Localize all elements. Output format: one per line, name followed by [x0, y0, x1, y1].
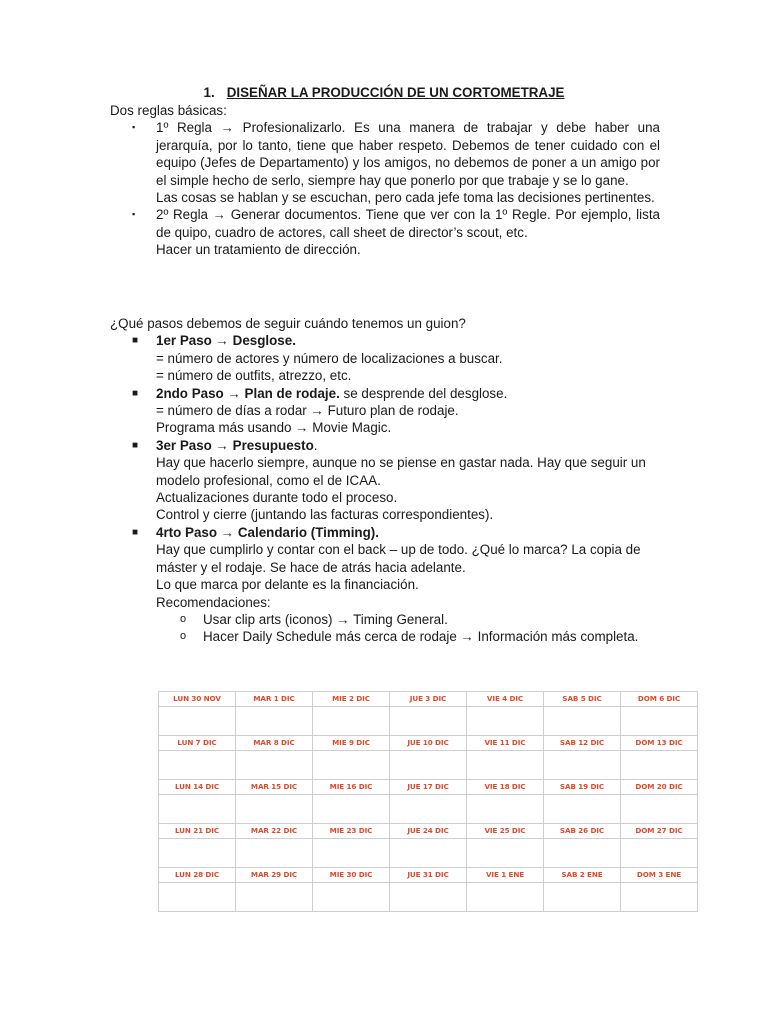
- calendar-day-label: JUE 10 DIC: [390, 736, 467, 751]
- calendar-day-label: MAR 8 DIC: [236, 736, 313, 751]
- calendar-day-cell: [467, 839, 544, 868]
- calendar-day-cell: [390, 839, 467, 868]
- step-line: Recomendaciones:: [156, 594, 271, 610]
- calendar-day-cell: [313, 707, 390, 736]
- calendar-day-cell: [621, 707, 698, 736]
- calendar-day-label: MAR 22 DIC: [236, 824, 313, 839]
- calendar-day-cell: [544, 751, 621, 780]
- calendar-day-cell: [390, 707, 467, 736]
- calendar-day-cell: [621, 839, 698, 868]
- steps-block: [110, 315, 660, 646]
- square-bullet-icon: ■: [132, 387, 139, 399]
- calendar-grid: [158, 691, 698, 912]
- calendar-day-label: DOM 20 DIC: [621, 780, 698, 795]
- calendar-day-label: SAB 12 DIC: [544, 736, 621, 751]
- calendar-day-cell: [544, 839, 621, 868]
- calendar-day-cell: [390, 795, 467, 824]
- step-line: Lo que marca por delante es la financiación.: [156, 577, 419, 593]
- step-title: 3er Paso → Presupuesto: [156, 437, 314, 453]
- calendar-day-label: VIE 18 DIC: [467, 780, 544, 795]
- rule-paragraph: Las cosas se hablan y se escuchan, pero cada jefe toma las decisiones pertinentes.: [156, 190, 655, 206]
- square-bullet-icon: ■: [132, 335, 139, 347]
- step-item: [110, 332, 660, 384]
- calendar-header-row: [159, 868, 698, 883]
- recommendation-item: [110, 628, 660, 645]
- calendar-day-cell: [467, 707, 544, 736]
- calendar-header-row: [159, 692, 698, 707]
- calendar-day-cell: [390, 751, 467, 780]
- calendar-header-row: [159, 780, 698, 795]
- calendar-day-label: MIE 30 DIC: [313, 868, 390, 883]
- recommendation-text: Usar clip arts (iconos) → Timing General.: [203, 611, 448, 627]
- step-title: 2ndo Paso → Plan de rodaje.: [156, 385, 340, 401]
- square-bullet-icon: ■: [132, 526, 139, 538]
- bullet-icon: ▪: [132, 122, 136, 133]
- calendar-body-row: [159, 707, 698, 736]
- calendar-day-cell: [236, 883, 313, 912]
- calendar-day-label: MIE 9 DIC: [313, 736, 390, 751]
- calendar-day-cell: [159, 795, 236, 824]
- rule-item: [110, 119, 660, 206]
- calendar-body-row: [159, 883, 698, 912]
- calendar-day-label: DOM 6 DIC: [621, 692, 698, 707]
- calendar-day-cell: [621, 795, 698, 824]
- calendar-day-cell: [313, 883, 390, 912]
- calendar-day-label: LUN 28 DIC: [159, 868, 236, 883]
- calendar-day-label: SAB 19 DIC: [544, 780, 621, 795]
- calendar-day-cell: [313, 795, 390, 824]
- step-title: 4rto Paso → Calendario (Timming).: [156, 524, 379, 540]
- calendar-day-label: JUE 31 DIC: [390, 868, 467, 883]
- square-bullet-icon: ■: [132, 439, 139, 451]
- calendar-day-cell: [621, 751, 698, 780]
- step-item: [110, 385, 660, 437]
- calendar-day-label: LUN 21 DIC: [159, 824, 236, 839]
- calendar-day-cell: [467, 795, 544, 824]
- circle-bullet-icon: o: [180, 630, 187, 643]
- calendar-day-cell: [390, 883, 467, 912]
- calendar-day-label: JUE 3 DIC: [390, 692, 467, 707]
- section-heading: [0, 84, 768, 101]
- step-line: Actualizaciones durante todo el proceso.: [156, 490, 398, 506]
- calendar-day-label: JUE 24 DIC: [390, 824, 467, 839]
- step-line: Control y cierre (juntando las facturas correspondientes).: [156, 507, 494, 523]
- recommendation-item: [110, 611, 660, 628]
- calendar-day-label: DOM 27 DIC: [621, 824, 698, 839]
- step-title-suffix: .: [313, 437, 318, 453]
- step-line: Hay que cumplirlo y contar con el back – up de todo. ¿Qué lo marca? La copia de máster y el rodaje. Se hace de atrás hacia adelante.: [156, 542, 641, 575]
- rule-item: [110, 206, 660, 258]
- step-item: [110, 437, 660, 524]
- circle-bullet-icon: o: [180, 612, 187, 625]
- calendar-day-label: VIE 4 DIC: [467, 692, 544, 707]
- calendar-day-label: MAR 29 DIC: [236, 868, 313, 883]
- question-text: ¿Qué pasos debemos de seguir cuándo tenemos un guion?: [110, 316, 466, 331]
- calendar-day-cell: [313, 751, 390, 780]
- calendar-day-cell: [159, 839, 236, 868]
- calendar-day-cell: [236, 839, 313, 868]
- calendar-day-cell: [467, 883, 544, 912]
- rule-paragraph: Hacer un tratamiento de dirección.: [156, 242, 361, 258]
- calendar-day-label: MIE 2 DIC: [313, 692, 390, 707]
- step-title-suffix: se desprende del desglose.: [339, 385, 508, 401]
- rules-block: [110, 102, 660, 259]
- calendar-day-label: SAB 26 DIC: [544, 824, 621, 839]
- calendar-header-row: [159, 824, 698, 839]
- calendar-body-row: [159, 839, 698, 868]
- calendar-day-cell: [159, 751, 236, 780]
- calendar-day-cell: [467, 751, 544, 780]
- calendar-day-cell: [544, 707, 621, 736]
- calendar-day-cell: [621, 883, 698, 912]
- step-line: Programa más usando → Movie Magic.: [156, 420, 392, 436]
- intro-text: Dos reglas básicas:: [110, 103, 227, 118]
- rule-paragraph: 1º Regla → Profesionalizarlo. Es una manera de trabajar y debe haber una jerarquía, por lo tanto, tiene que haber respeto. Debemos de tener cuidado con el equipo (Jefes de Departamento) y los amigos, no debemos de poner a un amigo por el simple hecho de serlo, siempre hay que ponerlo por que trabaje y se lo gane.: [156, 120, 660, 188]
- step-line: = número de actores y número de localizaciones a buscar.: [156, 350, 503, 366]
- calendar-day-cell: [236, 795, 313, 824]
- calendar-body-row: [159, 751, 698, 780]
- calendar-day-label: MAR 15 DIC: [236, 780, 313, 795]
- calendar-day-cell: [236, 751, 313, 780]
- calendar-day-label: VIE 1 ENE: [467, 868, 544, 883]
- calendar-day-cell: [236, 707, 313, 736]
- step-title: 1er Paso → Desglose.: [156, 333, 296, 349]
- step-line: Hay que hacerlo siempre, aunque no se piense en gastar nada. Hay que seguir un modelo profesional, como el de ICAA.: [156, 455, 646, 488]
- calendar-header-row: [159, 736, 698, 751]
- calendar-day-label: DOM 13 DIC: [621, 736, 698, 751]
- calendar-day-cell: [159, 883, 236, 912]
- calendar-day-label: DOM 3 ENE: [621, 868, 698, 883]
- step-line: = número de días a rodar → Futuro plan de rodaje.: [156, 403, 459, 419]
- calendar-day-label: MIE 16 DIC: [313, 780, 390, 795]
- recommendation-text: Hacer Daily Schedule más cerca de rodaje → Información más completa.: [203, 629, 639, 645]
- calendar-day-cell: [313, 839, 390, 868]
- step-item: [110, 524, 660, 611]
- calendar-day-label: SAB 5 DIC: [544, 692, 621, 707]
- step-line: = número de outfits, atrezzo, etc.: [156, 368, 352, 384]
- calendar-day-label: MIE 23 DIC: [313, 824, 390, 839]
- calendar-day-label: VIE 25 DIC: [467, 824, 544, 839]
- calendar-day-label: LUN 30 NOV: [159, 692, 236, 707]
- rule-paragraph: 2º Regla → Generar documentos. Tiene que ver con la 1º Regle. Por ejemplo, lista de quipo, cuadro de actores, call sheet de director’s scout, etc.: [156, 207, 660, 240]
- section-title: DISEÑAR LA PRODUCCIÓN DE UN CORTOMETRAJE: [226, 85, 565, 100]
- calendar-body-row: [159, 795, 698, 824]
- calendar-day-cell: [544, 883, 621, 912]
- bullet-icon: ▪: [132, 209, 136, 220]
- section-number: 1.: [203, 85, 215, 100]
- calendar-day-label: LUN 14 DIC: [159, 780, 236, 795]
- calendar-day-label: VIE 11 DIC: [467, 736, 544, 751]
- calendar-day-label: JUE 17 DIC: [390, 780, 467, 795]
- calendar-day-label: LUN 7 DIC: [159, 736, 236, 751]
- calendar-day-label: MAR 1 DIC: [236, 692, 313, 707]
- calendar-day-cell: [159, 707, 236, 736]
- calendar-day-label: SAB 2 ENE: [544, 868, 621, 883]
- calendar-day-cell: [544, 795, 621, 824]
